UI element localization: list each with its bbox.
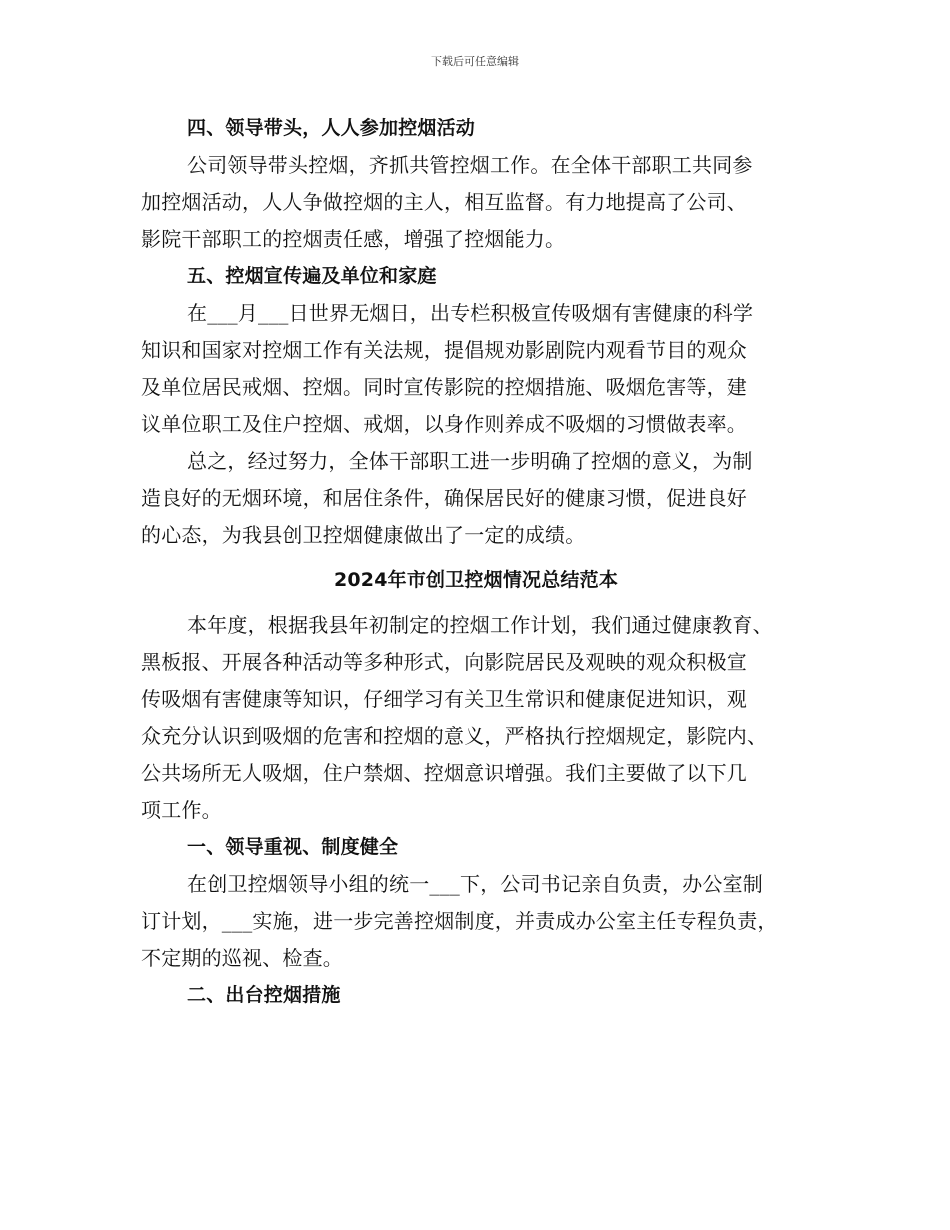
paragraph-line: 黑板报、开展各种活动等多种形式，向影院居民及观映的观众积极宣 [141,650,747,674]
paragraph-line: 传吸烟有害健康等知识，仔细学习有关卫生常识和健康促进知识，观 [141,687,747,711]
paragraph-line: 及单位居民戒烟、控烟。同时宣传影院的控烟措施、吸烟危害等，建 [141,375,747,399]
paragraph-line: 在___月___日世界无烟日，出专栏积极宣传吸烟有害健康的科学 [187,301,754,325]
section-heading-1: 一、领导重视、制度健全 [187,836,399,858]
paragraph-line: 不定期的巡视、检查。 [141,946,343,970]
document-body [141,110,811,1014]
paragraph-line: 议单位职工及住户控烟、戒烟，以身作则养成不吸烟的习惯做表率。 [141,412,747,436]
paragraph-line: 公司领导带头控烟，齐抓共管控烟工作。在全体干部职工共同参 [187,153,753,177]
paragraph-line: 造良好的无烟环境，和居住条件，确保居民好的健康习惯，促进良好 [141,486,747,510]
paragraph-line: 公共场所无人吸烟，住户禁烟、控烟意识增强。我们主要做了以下几 [141,761,747,785]
paragraph-line: 影院干部职工的控烟责任感，增强了控烟能力。 [141,227,566,251]
paragraph-line: 订计划，___实施，进一步完善控烟制度，并责成办公室主任专程负责， [141,909,778,933]
section-heading-4: 四、领导带头，人人参加控烟活动 [187,117,476,139]
paragraph-line: 本年度，根据我县年初制定的控烟工作计划，我们通过健康教育、 [187,613,773,637]
section-heading-5: 五、控烟宣传遍及单位和家庭 [187,265,437,287]
paragraph-line: 项工作。 [141,798,222,822]
paragraph-line: 加控烟活动，人人争做控烟的主人，相互监督。有力地提高了公司、 [141,190,747,214]
paragraph-line: 总之，经过努力，全体干部职工进一步明确了控烟的意义，为制 [187,449,753,473]
paragraph-line: 众充分认识到吸烟的危害和控烟的意义，严格执行控烟规定，影院内、 [141,724,768,748]
document-title: 2024年市创卫控烟情况总结范本 [333,569,619,591]
paragraph-line: 在创卫控烟领导小组的统一___下，公司书记亲自负责，办公室制 [187,872,763,896]
paragraph-line: 的心态，为我县创卫控烟健康做出了一定的成绩。 [141,523,586,547]
section-heading-2: 二、出台控烟措施 [187,984,341,1006]
paragraph-line: 知识和国家对控烟工作有关法规，提倡规劝影剧院内观看节目的观众 [141,338,747,362]
page-header-note: 下载后可任意编辑 [431,55,519,68]
